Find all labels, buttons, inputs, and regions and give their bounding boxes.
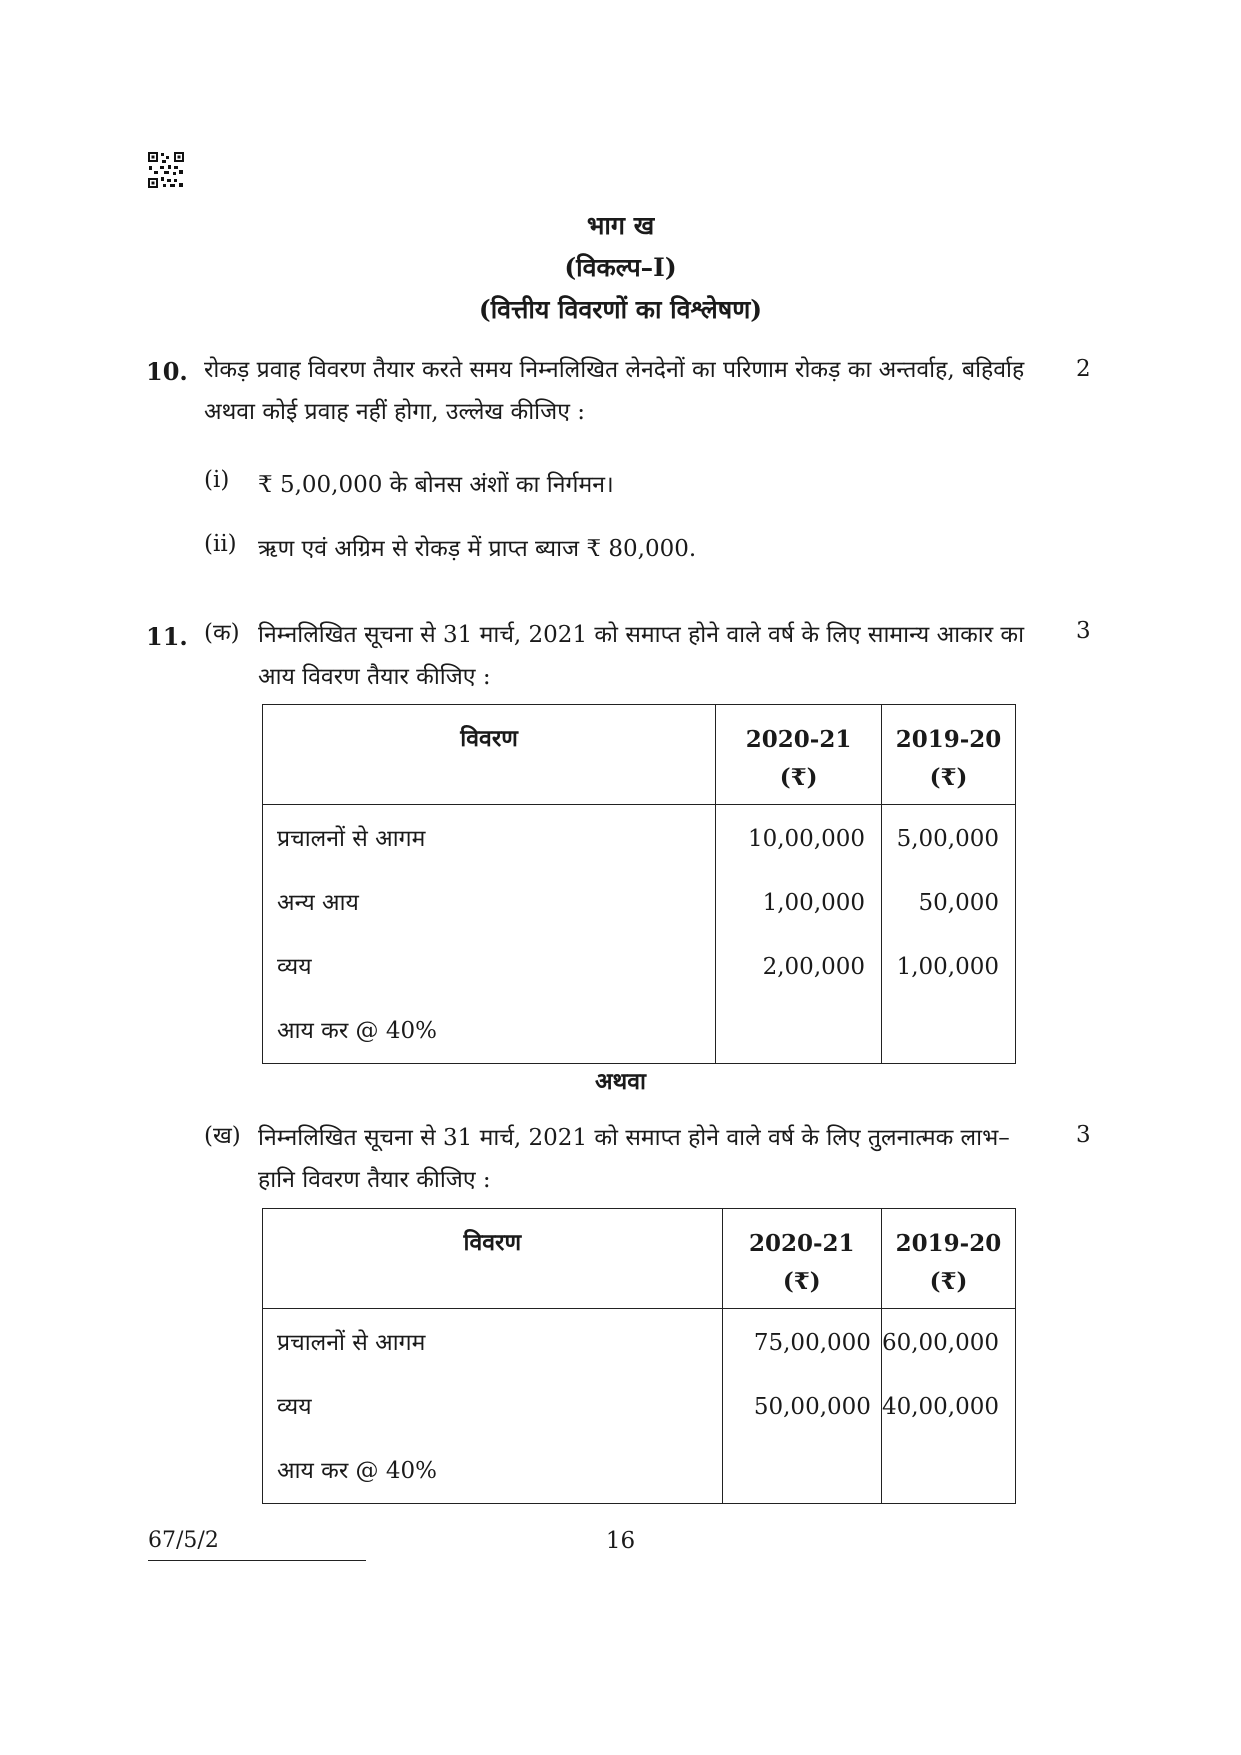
- header-year-2019-20: 2019-20 (₹): [881, 1209, 1015, 1309]
- section-option-heading: (विकल्प–I): [564, 253, 677, 282]
- header-year-2020-21: 2020-21 (₹): [716, 705, 882, 805]
- table-cell-value: 75,00,000: [753, 1330, 871, 1356]
- header-year-2020-21: 2020-21 (₹): [722, 1209, 881, 1309]
- table-cell-value: [716, 999, 881, 1063]
- table-body: [263, 1309, 1016, 1504]
- section-part-heading: भाग ख: [586, 211, 655, 240]
- q10-item-text: ₹ 5,00,000 के बोनस अंशों का निर्गमन।: [258, 472, 614, 498]
- table-row-label: प्रचालनों से आगम: [277, 826, 426, 852]
- q10-item-text: ऋण एवं अग्रिम से रोकड़ में प्राप्त ब्याज ₹ 80,000.: [258, 536, 697, 562]
- table-header-row: [263, 1209, 1016, 1309]
- q11b-text-line2: हानि विवरण तैयार कीजिए :: [258, 1167, 491, 1193]
- page-number: 16: [605, 1528, 636, 1554]
- paper-code: 67/5/2: [148, 1528, 219, 1553]
- table-body: [263, 805, 1016, 1064]
- q10-item-label: (i): [204, 467, 230, 493]
- question-10-number: 10.: [146, 357, 188, 386]
- section-topic-heading: (वित्तीय विवरणों का विश्लेषण): [478, 295, 763, 324]
- table-row-label: अन्य आय: [277, 890, 359, 916]
- header-year-2019-20: 2019-20 (₹): [882, 705, 1016, 805]
- question-10-marks: 2: [1076, 356, 1091, 382]
- year-2020-21-column: [722, 1309, 881, 1504]
- table-cell-value: [882, 1439, 1015, 1503]
- table-cell-value: 40,00,000: [881, 1394, 999, 1420]
- qr-code-icon: [148, 152, 184, 188]
- table-cell-value: [882, 999, 1015, 1063]
- header-particulars: विवरण: [263, 705, 716, 805]
- q11b-marks: 3: [1076, 1122, 1091, 1148]
- q11b-text-line1: निम्नलिखित सूचना से 31 मार्च, 2021 को समाप्त होने वाले वर्ष के लिए तुलनात्मक लाभ–: [258, 1125, 1010, 1151]
- q11a-text-line1: निम्नलिखित सूचना से 31 मार्च, 2021 को समाप्त होने वाले वर्ष के लिए सामान्य आकार का: [258, 622, 1025, 648]
- table-cell-value: 1,00,000: [762, 890, 866, 916]
- table-cell-value: 5,00,000: [896, 826, 999, 852]
- question-10-text-line1: रोकड़ प्रवाह विवरण तैयार करते समय निम्नलिखित लेनदेनों का परिणाम रोकड़ का अन्तर्वाह, बहिर्वाह: [204, 357, 1025, 383]
- table-row-label: व्यय: [277, 954, 312, 980]
- year-2019-20-column: [882, 805, 1016, 1064]
- table-row-label: आय कर @ 40%: [277, 1458, 437, 1484]
- table-row-label: प्रचालनों से आगम: [277, 1330, 426, 1356]
- q10-item-label: (ii): [204, 531, 237, 557]
- q11b-table: [262, 1208, 1016, 1504]
- table-header-row: [263, 705, 1016, 805]
- year-2020-21-column: [716, 805, 882, 1064]
- q11a-table: [262, 704, 1016, 1064]
- table-row-label: आय कर @ 40%: [277, 1018, 437, 1044]
- year-2019-20-column: [881, 1309, 1015, 1504]
- table-cell-value: 10,00,000: [747, 826, 866, 852]
- or-separator: अथवा: [594, 1068, 646, 1095]
- header-particulars: विवरण: [263, 1209, 723, 1309]
- table-cell-value: [723, 1439, 881, 1503]
- footer-rule: [148, 1560, 366, 1561]
- table-cell-value: 50,00,000: [753, 1394, 871, 1420]
- q11a-label: (क): [204, 620, 240, 646]
- table-cell-value: 2,00,000: [762, 954, 866, 980]
- table-cell-value: 1,00,000: [896, 954, 999, 980]
- q11a-marks: 3: [1076, 618, 1091, 644]
- question-10-text-line2: अथवा कोई प्रवाह नहीं होगा, उल्लेख कीजिए :: [204, 399, 585, 425]
- particulars-column: [263, 805, 716, 1064]
- table-cell-value: 50,000: [918, 890, 999, 916]
- question-11-number: 11.: [146, 622, 188, 651]
- particulars-column: [263, 1309, 723, 1504]
- table-row-label: व्यय: [277, 1394, 312, 1420]
- q11a-text-line2: आय विवरण तैयार कीजिए :: [258, 664, 491, 690]
- table-cell-value: 60,00,000: [881, 1330, 999, 1356]
- q11b-label: (ख): [204, 1123, 241, 1149]
